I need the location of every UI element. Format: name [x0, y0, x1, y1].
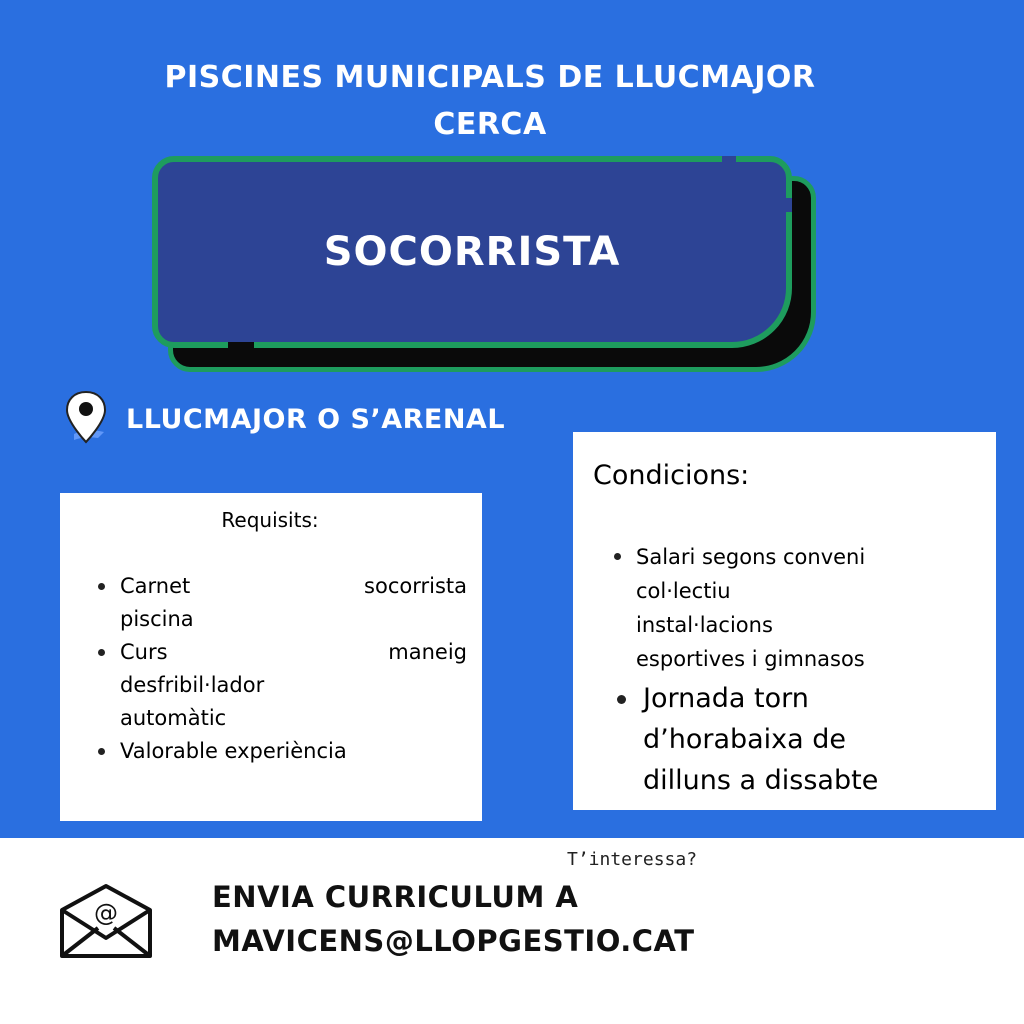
- list-item-text: instal·lacions: [636, 613, 773, 637]
- list-item-text: maneig: [388, 640, 467, 664]
- svg-text:@: @: [94, 899, 118, 927]
- job-box-border-gap: [722, 156, 736, 162]
- cta-line: ENVIA CURRICULUM A: [212, 880, 579, 914]
- headline-subtitle: CERCA: [433, 107, 547, 142]
- job-box-border-gap: [228, 342, 254, 348]
- requirements-list: [95, 570, 467, 768]
- list-item-text: socorrista: [364, 574, 467, 598]
- list-item-text: col·lectiu: [636, 579, 731, 603]
- conditions-title: Condicions:: [593, 460, 750, 491]
- headline-title: PISCINES MUNICIPALS DE LLUCMAJOR: [164, 60, 816, 95]
- list-item-text: dilluns a dissabte: [643, 765, 879, 796]
- list-item-text: Valorable experiència: [120, 739, 347, 763]
- list-item-text: Curs: [120, 640, 168, 664]
- list-item: [95, 735, 467, 768]
- list-item-text: Jornada torn: [643, 683, 809, 714]
- list-item-text: automàtic: [120, 706, 227, 730]
- list-item-text: d’horabaixa de: [643, 724, 847, 755]
- list-item-text: esportives i gimnasos: [636, 647, 865, 671]
- list-item: [95, 636, 467, 735]
- envelope-at-icon: [58, 880, 154, 960]
- conditions-list: [611, 540, 971, 676]
- job-title: SOCORRISTA: [323, 229, 621, 275]
- location-pin-icon: [64, 388, 108, 448]
- requirements-title: Requisits:: [221, 508, 319, 532]
- list-item: [614, 678, 984, 801]
- conditions-list: [614, 678, 984, 801]
- job-box-border-gap: [786, 198, 792, 212]
- location-text: LLUCMAJOR O S’ARENAL: [126, 404, 506, 435]
- list-item: [611, 540, 971, 676]
- job-title-box: [152, 156, 792, 348]
- interest-question: T’interessa?: [567, 849, 698, 870]
- list-item-text: Carnet: [120, 574, 191, 598]
- list-item-text: piscina: [120, 607, 194, 631]
- list-item: [95, 570, 467, 636]
- list-item-text: desfribil·lador: [120, 673, 265, 697]
- cta-email[interactable]: MAVICENS@LLOPGESTIO.CAT: [212, 924, 695, 958]
- list-item-text: Salari segons conveni: [636, 545, 866, 569]
